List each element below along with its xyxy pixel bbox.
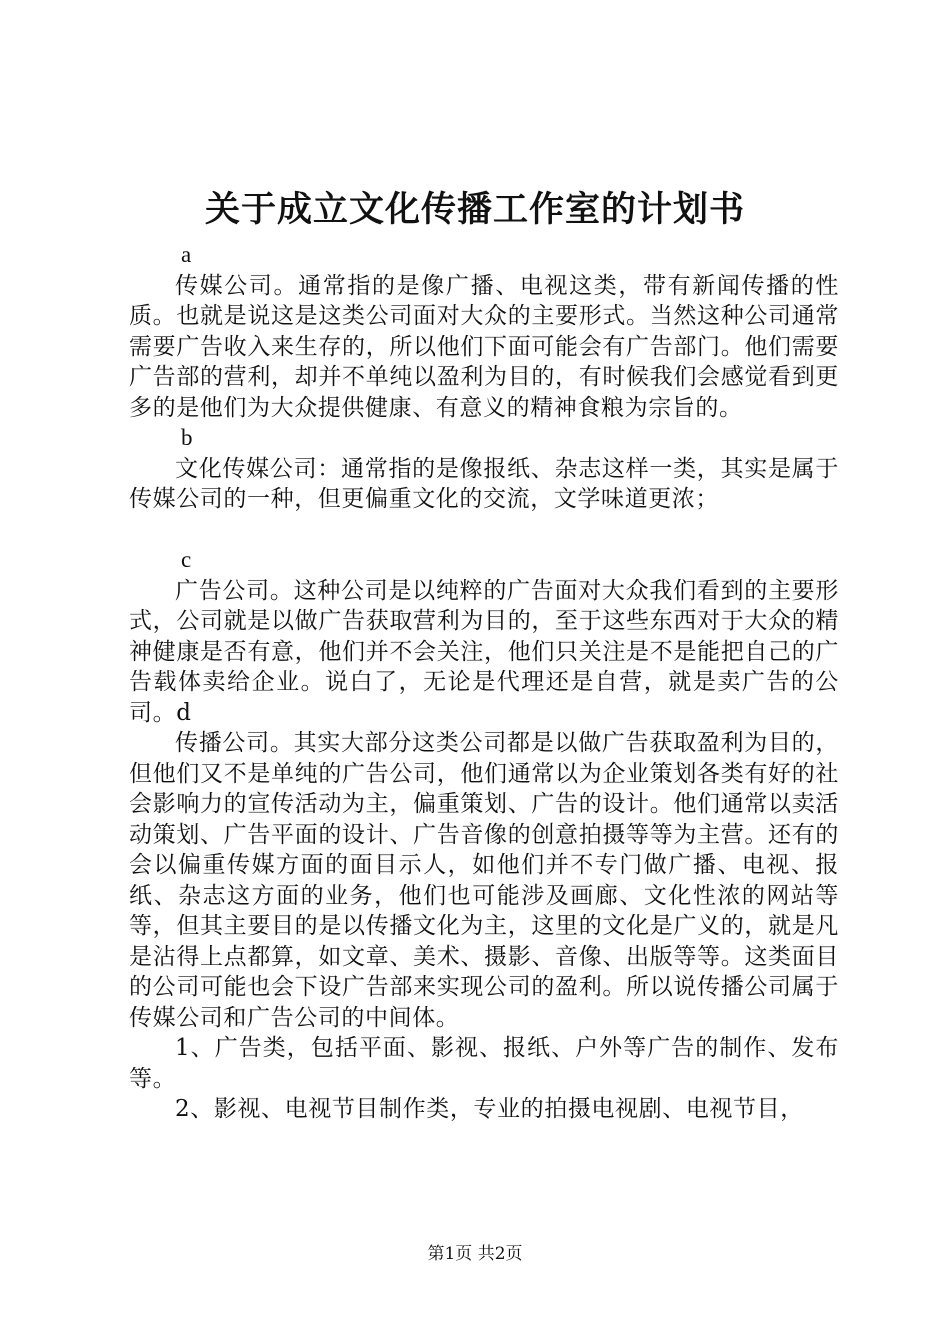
page-footer: 第1页 共2页 [427, 1244, 523, 1264]
paragraph-communication-company: 传播公司。其实大部分这类公司都是以做广告获取盈利为目的，但他们又不是单纯的广告公司，他们通常以为企业策划各类有好的社会影响力的宣传活动为主，偏重策划、广告的设计。他们通常以卖活动策划、广告平面的设计、广告音像的创意拍摄等等为主营。还有的会以偏重传媒方面的面目示人，如他们并不专门做广播、电视、报纸、杂志这方面的业务，他们也可能涉及画廊、文化性浓的网站等等，但其主要目的是以传播文化为主，这里的文化是广义的，就是凡是沾得上点都算，如文章、美术、摄影、音像、出版等等。这类面目的公司可能也会下设广告部来实现公司的盈利。所以说传播公司属于传媒公司和广告公司的中间体。 [129, 730, 839, 1031]
section-marker-b: b [181, 425, 194, 450]
paragraph-gap [129, 515, 839, 546]
section-marker-c: c [181, 547, 192, 572]
document-title: 关于成立文化传播工作室的计划书 [204, 189, 745, 230]
section-marker-a: a [181, 242, 192, 267]
paragraph-culture-media-company: 文化传媒公司：通常指的是像报纸、杂志这样一类，其实是属于传媒公司的一种，但更偏重文化的交流，文学味道更浓； [129, 455, 839, 512]
list-item-advertising: 1、广告类，包括平面、影视、报纸、户外等广告的制作、发布等。 [129, 1035, 839, 1092]
paragraph-media-company: 传媒公司。通常指的是像广播、电视这类，带有新闻传播的性质。也就是说这是这类公司面对大众的主要形式。当然这种公司通常需要广告收入来生存的，所以他们下面可能会有广告部门。他们需要广告部的营利，却并不单纯以盈利为目的，有时候我们会感觉看到更多的是他们为大众提供健康、有意义的精神食粮为宗旨的。 [129, 272, 839, 421]
paragraph-advertising-company: 广告公司。这种公司是以纯粹的广告面对大众我们看到的主要形式，公司就是以做广告获取营利为目的，至于这些东西对于大众的精神健康是否有意，他们并不会关注，他们只关注是不是能把自己的广告载体卖给企业。说白了，无论是代理还是自营，就是卖广告的公司。d [129, 577, 839, 726]
document-body [129, 240, 839, 1125]
list-item-film-tv: 2、影视、电视节目制作类，专业的拍摄电视剧、电视节目， [175, 1096, 804, 1122]
